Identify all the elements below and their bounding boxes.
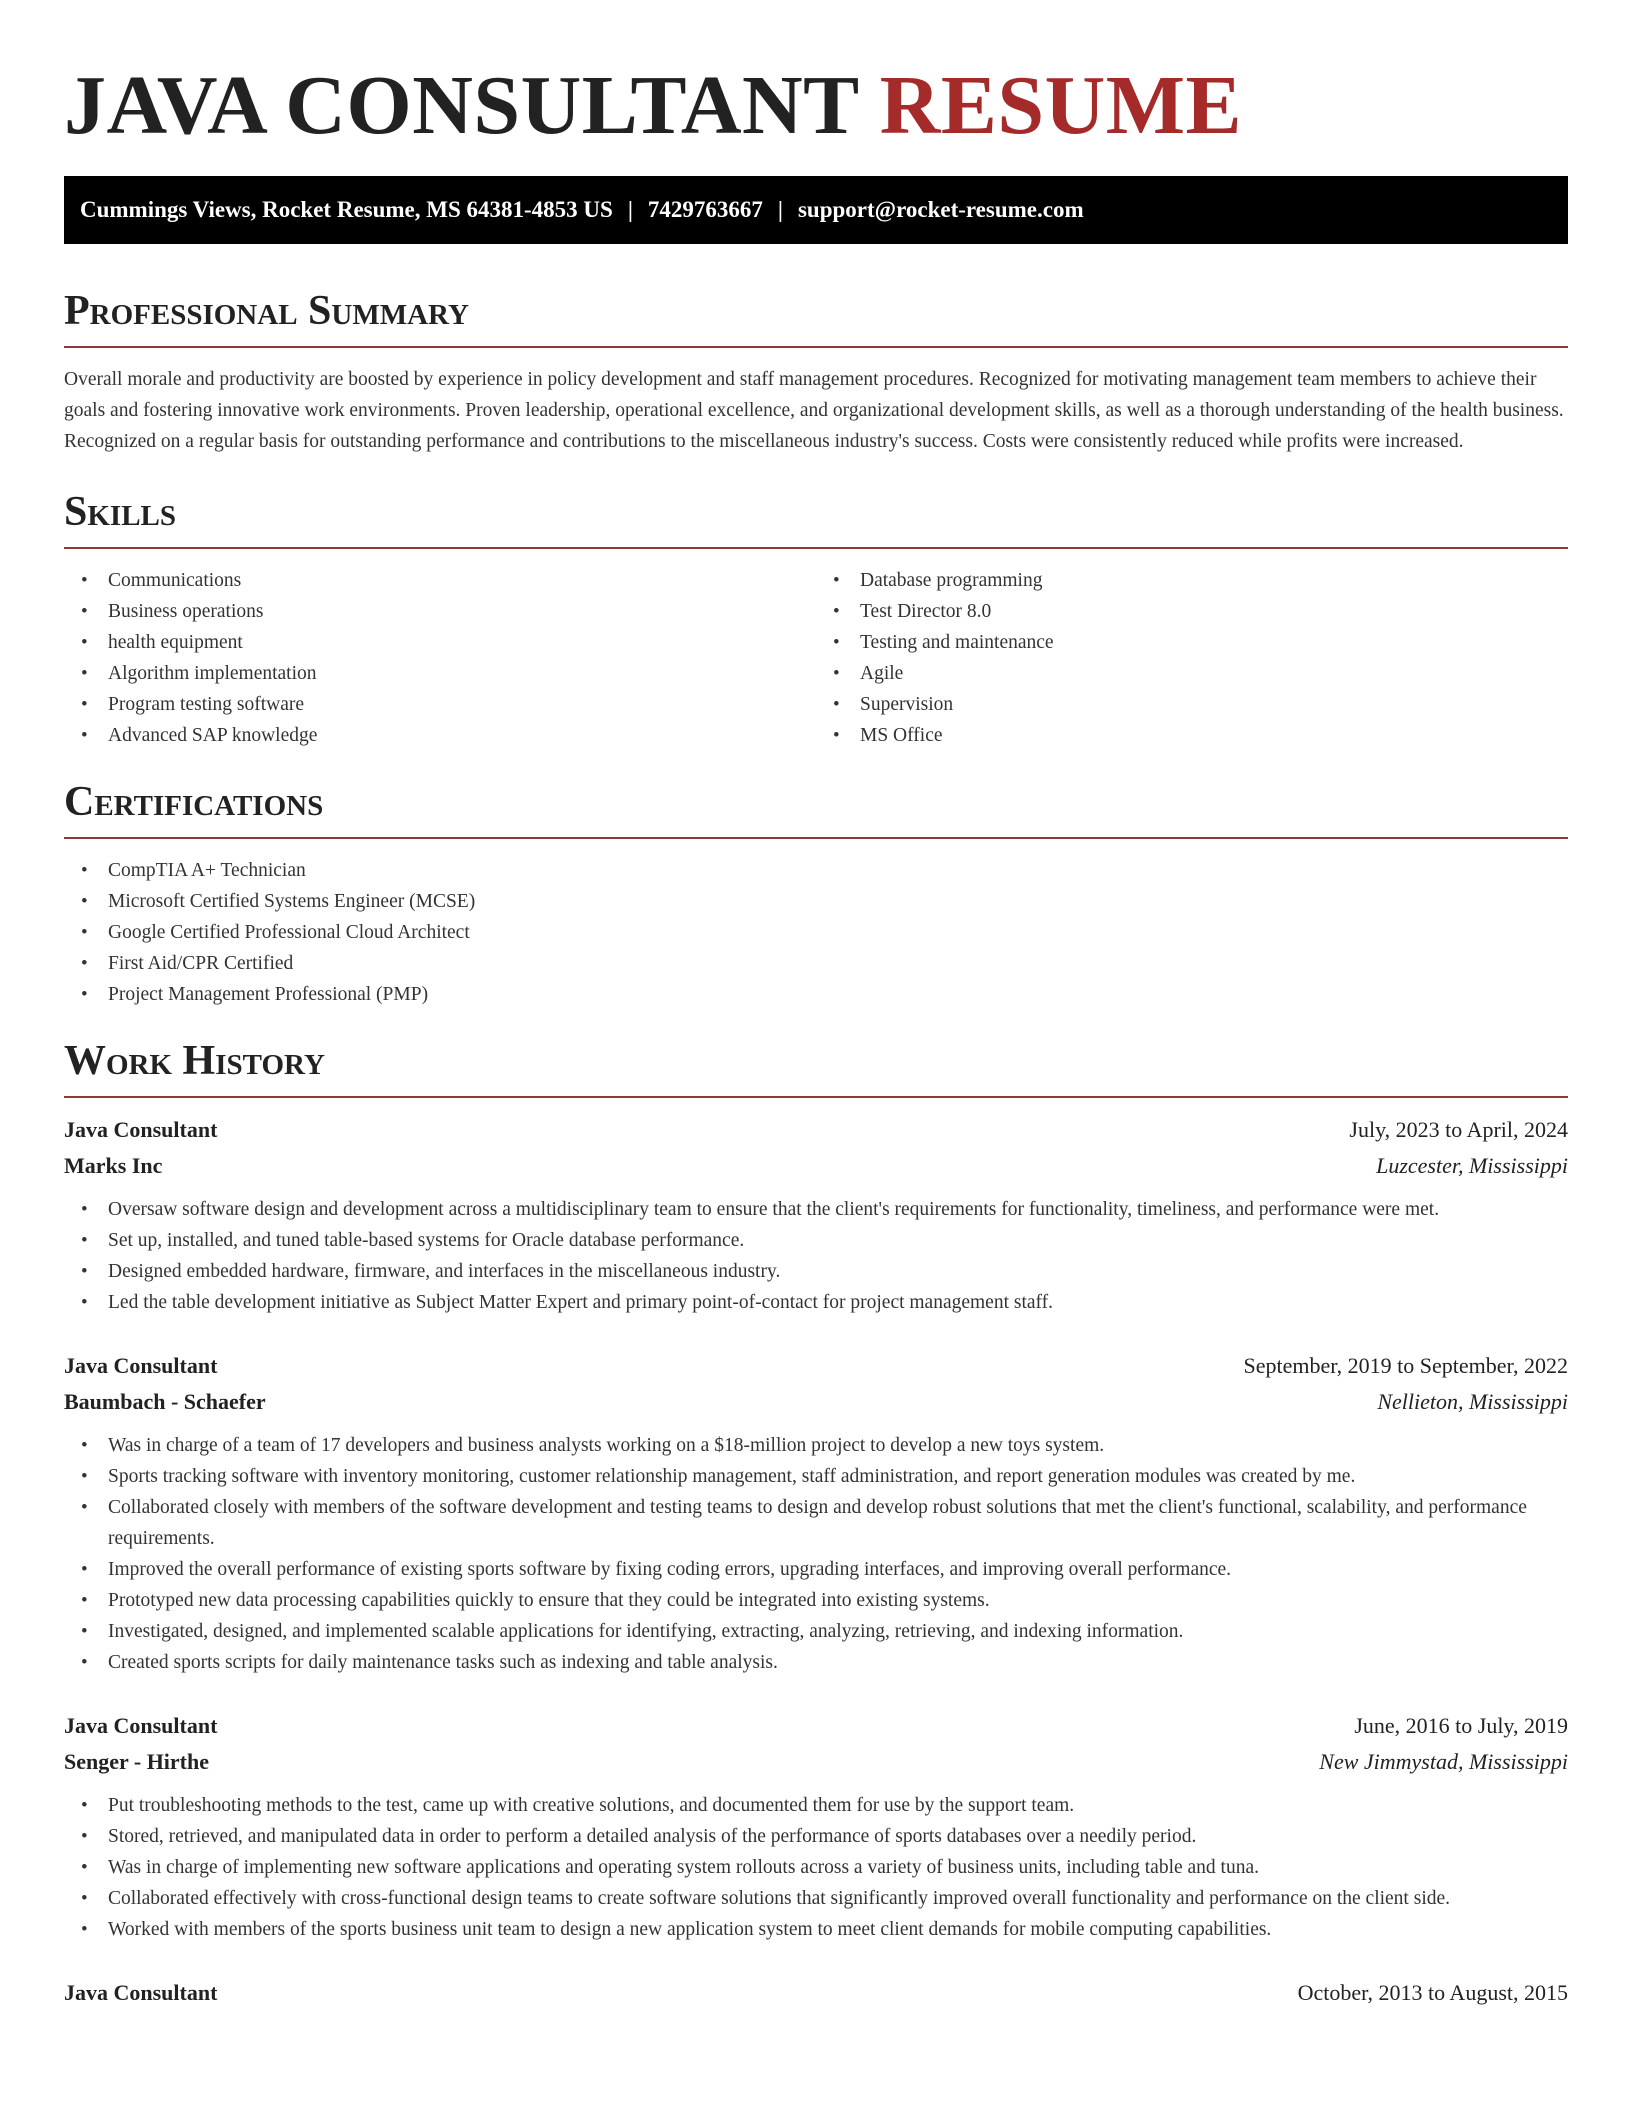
job-title: Java Consultant xyxy=(64,1117,218,1142)
certification-item: • Microsoft Certified Systems Engineer (MCSE) xyxy=(64,886,1568,917)
job-company: Baumbach - Schaefer xyxy=(64,1389,266,1414)
section-heading-skills: Skills xyxy=(64,487,1568,549)
certifications-list xyxy=(64,855,1568,1010)
job-duties-list xyxy=(64,1194,1568,1318)
skill-item: • MS Office xyxy=(816,720,1568,751)
certification-item: • First Aid/CPR Certified xyxy=(64,948,1568,979)
skill-item: • Algorithm implementation xyxy=(64,658,816,689)
job-company-row xyxy=(64,1384,1568,1420)
job-duty-item: • Improved the overall performance of existing sports software by fixing coding errors, upgrading interfaces, and improving overall performance. xyxy=(64,1554,1568,1585)
job-location: Luzcester, Mississippi xyxy=(1376,1153,1568,1178)
certification-item: • Project Management Professional (PMP) xyxy=(64,979,1568,1010)
job-duty-item: • Worked with members of the sports business unit team to design a new application system to meet client demands for mobile computing capabilities. xyxy=(64,1914,1568,1945)
job-header-row xyxy=(64,1708,1568,1744)
job-header-row xyxy=(64,1112,1568,1148)
job-duty-item: • Created sports scripts for daily maintenance tasks such as indexing and table analysis. xyxy=(64,1647,1568,1678)
skill-item: • Agile xyxy=(816,658,1568,689)
contact-email: support@rocket-resume.com xyxy=(797,197,1084,222)
job-dates: July, 2023 to April, 2024 xyxy=(1349,1117,1568,1142)
job-location: New Jimmystad, Mississippi xyxy=(1319,1749,1568,1774)
job-company: Marks Inc xyxy=(64,1153,163,1178)
section-heading-summary: Professional Summary xyxy=(64,286,1568,348)
job-duty-item: • Stored, retrieved, and manipulated data in order to perform a detailed analysis of the performance of sports databases over a needily period. xyxy=(64,1821,1568,1852)
certification-item: • Google Certified Professional Cloud Architect xyxy=(64,917,1568,948)
certification-item: • CompTIA A+ Technician xyxy=(64,855,1568,886)
job-dates: June, 2016 to July, 2019 xyxy=(1354,1713,1568,1738)
job-duty-item: • Set up, installed, and tuned table-based systems for Oracle database performance. xyxy=(64,1225,1568,1256)
skill-item: • Communications xyxy=(64,565,816,596)
skills-list-left xyxy=(64,565,816,751)
job-duty-item: • Was in charge of implementing new software applications and operating system rollouts across a variety of business units, including table and tuna. xyxy=(64,1852,1568,1883)
job-dates: October, 2013 to August, 2015 xyxy=(1297,1980,1568,2005)
skill-item: • Test Director 8.0 xyxy=(816,596,1568,627)
skill-item: • Testing and maintenance xyxy=(816,627,1568,658)
job-duty-item: • Led the table development initiative as Subject Matter Expert and primary point-of-contact for project management staff. xyxy=(64,1287,1568,1318)
job-duties-list xyxy=(64,1430,1568,1678)
job-duty-item: • Collaborated closely with members of the software development and testing teams to design and develop robust solutions that met the client's functional, scalability, and performance requirements. xyxy=(64,1492,1568,1554)
job-duty-item: • Was in charge of a team of 17 developers and business analysts working on a $18-million project to develop a new toys system. xyxy=(64,1430,1568,1461)
job-duties-list xyxy=(64,1790,1568,1945)
title-accent: RESUME xyxy=(879,59,1243,152)
contact-bar xyxy=(64,176,1568,244)
job-entry xyxy=(64,1112,1568,1318)
job-duty-item: • Investigated, designed, and implemented scalable applications for identifying, extracting, analyzing, retrieving, and indexing information. xyxy=(64,1616,1568,1647)
job-entry xyxy=(64,1975,1568,2011)
skills-list-right xyxy=(816,565,1568,751)
section-heading-certifications: Certifications xyxy=(64,777,1568,839)
job-location: Nellieton, Mississippi xyxy=(1377,1389,1568,1414)
contact-address: Cummings Views, Rocket Resume, MS 64381-4853 US xyxy=(80,197,613,222)
job-duty-item: • Sports tracking software with inventory monitoring, customer relationship management, staff administration, and report generation modules was created by me. xyxy=(64,1461,1568,1492)
resume-title xyxy=(64,58,1568,154)
job-duty-item: • Put troubleshooting methods to the test, came up with creative solutions, and documented them for use by the support team. xyxy=(64,1790,1568,1821)
job-duty-item: • Designed embedded hardware, firmware, and interfaces in the miscellaneous industry. xyxy=(64,1256,1568,1287)
job-title: Java Consultant xyxy=(64,1353,218,1378)
job-header-row xyxy=(64,1348,1568,1384)
job-company-row xyxy=(64,1744,1568,1780)
title-main: JAVA CONSULTANT xyxy=(64,59,859,152)
job-company: Senger - Hirthe xyxy=(64,1749,210,1774)
job-duty-item: • Prototyped new data processing capabilities quickly to ensure that they could be integrated into existing systems. xyxy=(64,1585,1568,1616)
job-title: Java Consultant xyxy=(64,1713,218,1738)
job-company-row xyxy=(64,1148,1568,1184)
job-entry xyxy=(64,1708,1568,1945)
skill-item: • health equipment xyxy=(64,627,816,658)
job-dates: September, 2019 to September, 2022 xyxy=(1243,1353,1568,1378)
job-header-row xyxy=(64,1975,1568,2011)
contact-phone: 7429763667 xyxy=(647,197,763,222)
skill-item: • Database programming xyxy=(816,565,1568,596)
contact-separator: | xyxy=(777,197,783,222)
skills-grid xyxy=(64,549,1568,751)
skill-item: • Business operations xyxy=(64,596,816,627)
section-heading-work-history: Work History xyxy=(64,1036,1568,1098)
skill-item: • Program testing software xyxy=(64,689,816,720)
job-duty-item: • Oversaw software design and development across a multidisciplinary team to ensure that the client's requirements for functionality, timeliness, and performance were met. xyxy=(64,1194,1568,1225)
skill-item: • Supervision xyxy=(816,689,1568,720)
contact-separator: | xyxy=(627,197,633,222)
summary-text: Overall morale and productivity are boosted by experience in policy development and staff management procedures. Recognized for motivating management team members to achieve their goals and fostering innovative work environments. Proven leadership, operational excellence, and organizational development skills, as well as a thorough understanding of the health business. Recognized on a regular basis for outstanding performance and contributions to the miscellaneous industry's success. Costs were consistently reduced while profits were increased. xyxy=(64,369,1564,452)
job-duty-item: • Collaborated effectively with cross-functional design teams to create software solutions that significantly improved overall functionality and performance on the client side. xyxy=(64,1883,1568,1914)
job-entry xyxy=(64,1348,1568,1678)
job-title: Java Consultant xyxy=(64,1980,218,2005)
skill-item: • Advanced SAP knowledge xyxy=(64,720,816,751)
